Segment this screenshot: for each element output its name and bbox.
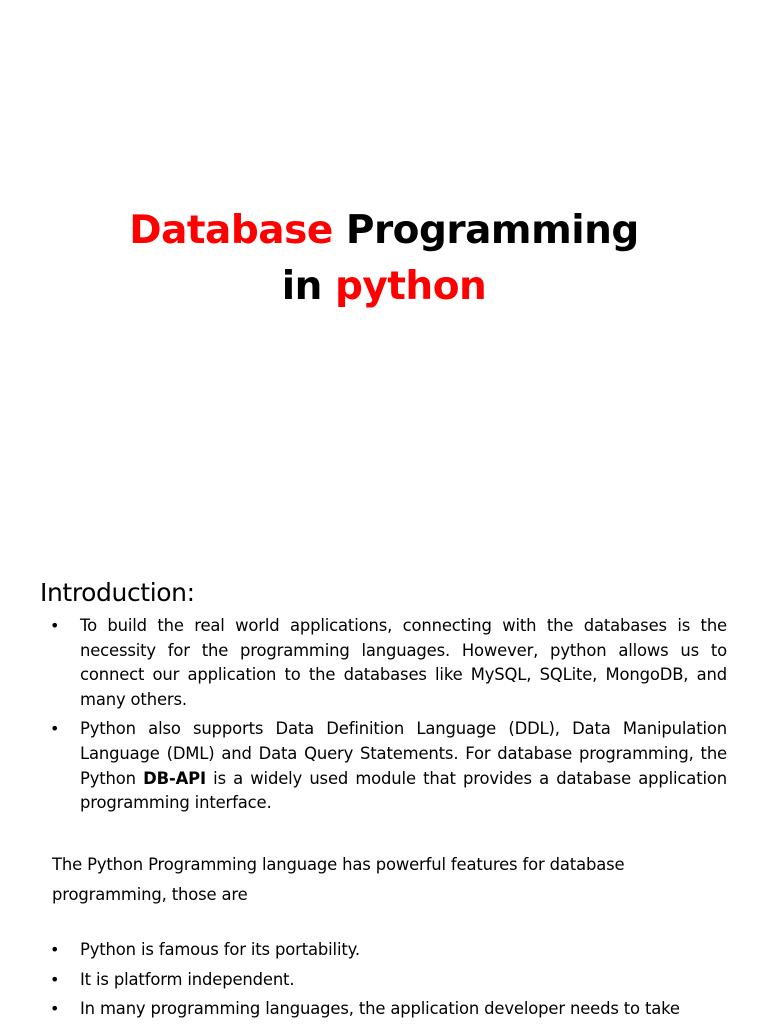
feature-bullet-text: In many programming languages, the application developer needs to take (80, 999, 680, 1019)
feature-bullet-text: Python is famous for its portability. (80, 940, 360, 959)
db-api-term: DB-API (143, 768, 206, 788)
list-item (0, 968, 768, 993)
list-item (0, 938, 768, 963)
intro-bullet-text: To build the real world applications, connecting with the databases is the necessity for the programming languages. However, python allows us to connect our application to the databases like MySQL, SQLite, MongoDB, and many others. (80, 616, 727, 709)
list-item (0, 717, 768, 815)
features-intro-paragraph: The Python Programming language has powerful features for database programming, those are (52, 855, 625, 904)
bullet-icon: • (50, 999, 60, 1019)
title-programming: Programming (332, 208, 639, 253)
bullet-icon: • (50, 616, 60, 635)
intro-bullet-text: is a widely used module that provides a database application programming interface. (80, 768, 727, 813)
feature-bullet-text: It is platform independent. (80, 969, 295, 989)
title-in: in (281, 264, 335, 309)
title-database: Database (129, 208, 333, 253)
features-bullet-list (0, 938, 768, 1027)
list-item (0, 997, 768, 1022)
list-item (0, 614, 768, 712)
intro-bullet-text: Python also supports Data Definition Language (DDL), Data Manipulation Language (DML) and Data Query Statements. For database programming, the Python (80, 719, 727, 788)
page-title (0, 203, 768, 315)
introduction-heading: Introduction: (40, 578, 195, 607)
bullet-icon: • (50, 940, 60, 959)
title-python: python (334, 264, 487, 309)
intro-bullet-list (0, 614, 768, 821)
bullet-icon: • (50, 969, 60, 989)
bullet-icon: • (50, 719, 60, 739)
